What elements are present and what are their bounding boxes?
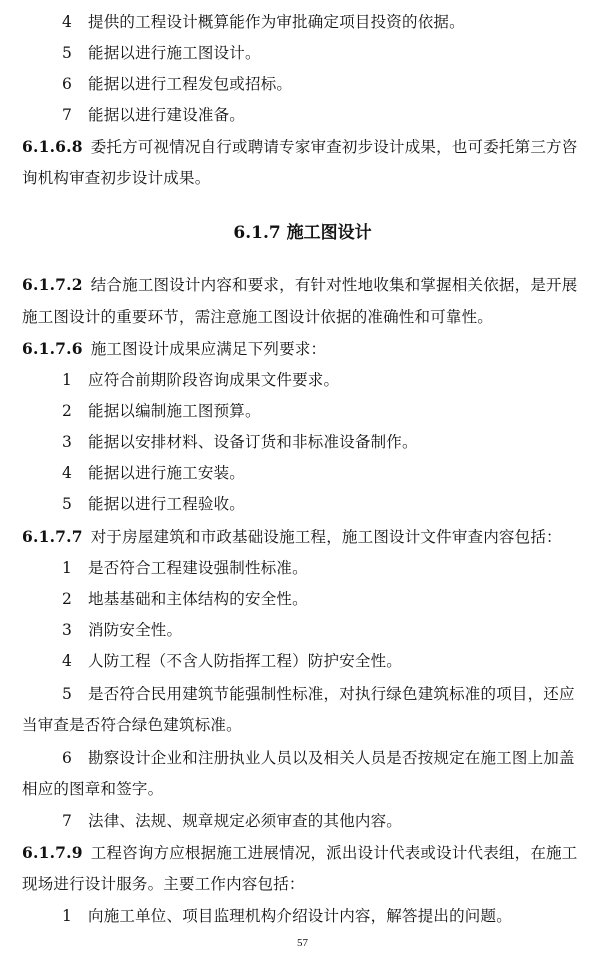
line-text: 能据以进行工程发包或招标。: [88, 75, 293, 93]
list-item: [62, 74, 605, 94]
item-number: 7: [62, 812, 73, 830]
line-text: 是否符合工程建设强制性标准。: [88, 559, 308, 577]
item-number: 5: [62, 685, 73, 703]
line-text: 是否符合民用建筑节能强制性标准，对执行绿色建筑标准的项目，还应: [88, 685, 575, 703]
line-text: 对于房屋建筑和市政基础设施工程，施工图设计文件审查内容包括：: [90, 528, 562, 546]
clause-line: [22, 339, 605, 359]
clause-line: [22, 275, 605, 295]
list-item: [62, 684, 605, 704]
clause-number: 6.1.7.2: [22, 275, 83, 294]
list-item: [62, 811, 605, 831]
clause-line: [22, 527, 605, 547]
continuation-line: [22, 307, 605, 327]
clause-line: [22, 137, 605, 157]
item-number: 2: [62, 402, 73, 420]
line-text: 勘察设计企业和注册执业人员以及相关人员是否按规定在施工图上加盖: [88, 749, 575, 767]
line-text: 消防安全性。: [88, 621, 183, 639]
line-text: 能据以安排材料、设备订货和非标准设备制作。: [88, 433, 418, 451]
line-text: 提供的工程设计概算能作为审批确定项目投资的依据。: [88, 13, 465, 31]
item-number: 4: [62, 13, 73, 31]
list-item: [62, 589, 605, 609]
list-item: [62, 370, 605, 390]
list-item: [62, 651, 605, 671]
line-text: 施工图设计成果应满足下列要求：: [90, 340, 327, 358]
line-text: 能据以进行施工安装。: [88, 464, 246, 482]
line-text: 工程咨询方应根据施工进展情况，派出设计代表或设计代表组，在施工: [90, 844, 578, 862]
list-item: [62, 463, 605, 483]
item-number: 4: [62, 652, 73, 670]
list-item: [62, 494, 605, 514]
item-number: 4: [62, 464, 73, 482]
line-text: 向施工单位、项目监理机构介绍设计内容，解答提出的问题。: [88, 907, 512, 925]
clause-number: 6.1.7.6: [22, 339, 83, 358]
line-text: 应符合前期阶段咨询成果文件要求。: [88, 371, 340, 389]
list-item: [62, 906, 605, 926]
list-item: [62, 401, 605, 421]
list-item: [62, 558, 605, 578]
list-item: [62, 43, 605, 63]
continuation-line: [22, 779, 605, 799]
line-text: 人防工程（不含人防指挥工程）防护安全性。: [88, 652, 403, 670]
item-number: 7: [62, 106, 73, 124]
line-text: 相应的图章和签字。: [22, 780, 164, 798]
item-number: 5: [62, 495, 73, 513]
line-text: 询机构审查初步设计成果。: [22, 169, 211, 187]
line-text: 能据以进行建设准备。: [88, 106, 246, 124]
clause-number: 6.1.7.7: [22, 527, 83, 546]
item-number: 6: [62, 749, 73, 767]
clause-number: 6.1.6.8: [22, 137, 83, 156]
line-text: 施工图设计的重要环节，需注意施工图设计依据的准确性和可靠性。: [22, 308, 494, 326]
list-item: [62, 620, 605, 640]
item-number: 5: [62, 44, 73, 62]
continuation-line: [22, 168, 605, 188]
item-number: 2: [62, 590, 73, 608]
line-text: 现场进行设计服务。主要工作内容包括：: [22, 875, 305, 893]
item-number: 6: [62, 75, 73, 93]
list-item: [62, 12, 605, 32]
line-text: 结合施工图设计内容和要求，有针对性地收集和掌握相关依据，是开展: [90, 276, 578, 294]
clause-line: [22, 843, 605, 863]
line-text: 法律、法规、规章规定必须审查的其他内容。: [88, 812, 403, 830]
clause-number: 6.1.7.9: [22, 843, 83, 862]
item-number: 3: [62, 621, 73, 639]
line-text: 能据以编制施工图预算。: [88, 402, 261, 420]
item-number: 1: [62, 907, 73, 925]
line-text: 能据以进行施工图设计。: [88, 44, 261, 62]
line-text: 能据以进行工程验收。: [88, 495, 246, 513]
section-heading: 6.1.7 施工图设计: [233, 223, 372, 243]
list-item: [62, 748, 605, 768]
item-number: 1: [62, 371, 73, 389]
line-text: 当审查是否符合绿色建筑标准。: [22, 716, 242, 734]
page-number: 57: [297, 937, 308, 949]
item-number: 1: [62, 559, 73, 577]
continuation-line: [22, 874, 605, 894]
line-text: 地基基础和主体结构的安全性。: [88, 590, 308, 608]
item-number: 3: [62, 433, 73, 451]
list-item: [62, 432, 605, 452]
continuation-line: [22, 715, 605, 735]
line-text: 委托方可视情况自行或聘请专家审查初步设计成果，也可委托第三方咨: [90, 138, 578, 156]
list-item: [62, 105, 605, 125]
